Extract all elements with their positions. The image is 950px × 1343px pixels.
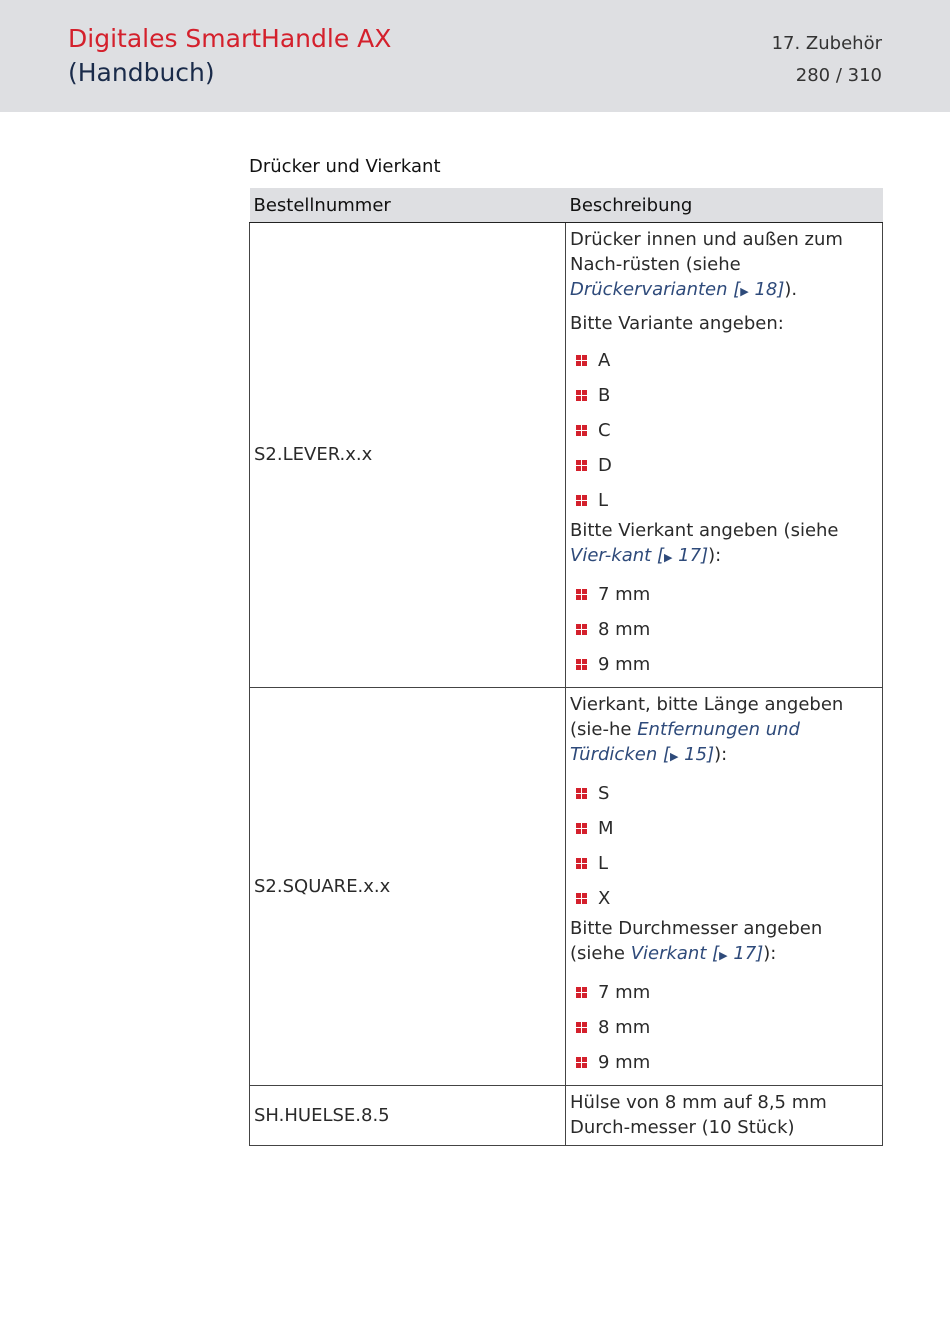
list-item-label: 8 mm [598,1017,651,1038]
list-item [570,975,878,1010]
list-item-label: 7 mm [598,982,651,1003]
variant-prompt: Bitte Variante angeben: [570,313,784,334]
reference-link-text: Drückervarianten [ [570,279,741,300]
prompt-text-end: ): [708,545,722,566]
list-item-label: B [598,385,611,406]
prompt-text: Bitte Durchmesser angeben (siehe [570,918,823,964]
list-item-label: D [598,455,612,476]
table-row [250,223,883,688]
order-number-cell: S2.SQUARE.x.x [250,688,566,1086]
diameter-prompt [570,916,878,968]
list-item [570,647,878,682]
red-square-bullet-icon [576,495,587,506]
red-square-bullet-icon [576,659,587,670]
description-intro [570,227,878,304]
reference-link[interactable] [570,279,784,300]
size-list [570,577,878,682]
table-row [250,688,883,1086]
variant-list [570,343,878,518]
accessory-table [249,188,883,1146]
order-number-cell: S2.LEVER.x.x [250,223,566,688]
red-square-bullet-icon [576,823,587,834]
description-cell [566,688,883,1086]
list-item-label: C [598,420,611,441]
column-header-description: Beschreibung [566,188,883,223]
reference-page: 18] [748,279,785,300]
list-item-label: 7 mm [598,584,651,605]
page-header [0,0,950,112]
triangle-right-icon: ▶ [740,285,749,298]
description-intro [570,692,878,769]
reference-link-text: Entfernungen und Türdicken [ [570,719,800,765]
reference-link[interactable] [631,943,764,964]
red-square-bullet-icon [576,355,587,366]
prompt-text-end: ): [763,943,777,964]
reference-link-text: Vier-kant [ [570,545,664,566]
diameter-list [570,975,878,1080]
order-number-cell: SH.HUELSE.8.5 [250,1086,566,1146]
triangle-right-icon: ▶ [663,551,673,564]
list-item-label: 9 mm [598,1052,651,1073]
list-item-label: L [598,853,609,874]
list-item [570,811,878,846]
red-square-bullet-icon [576,858,587,869]
square-prompt [570,518,878,570]
red-square-bullet-icon [576,390,587,401]
reference-page: 15] [678,744,715,765]
column-header-order-number: Bestellnummer [250,188,566,223]
prompt-text: Bitte Vierkant angeben (siehe [570,520,839,541]
triangle-right-icon: ▶ [719,949,728,962]
document-title-line2: (Handbuch) [68,58,215,87]
red-square-bullet-icon [576,788,587,799]
list-item-label: M [598,818,614,839]
reference-page: 17] [727,943,764,964]
list-item-label: L [598,490,609,511]
list-item [570,776,878,811]
triangle-right-icon: ▶ [669,750,679,763]
list-item [570,448,878,483]
reference-link-text: Vierkant [ [630,943,720,964]
list-item-label: A [598,350,611,371]
length-list [570,776,878,916]
list-item [570,612,878,647]
list-item [570,413,878,448]
list-item-label: X [598,888,611,909]
red-square-bullet-icon [576,1022,587,1033]
list-item-label: 9 mm [598,654,651,675]
description-cell: Hülse von 8 mm auf 8,5 mm Durch-messer (10 Stück) [566,1086,883,1146]
list-item [570,483,878,518]
intro-text-end: ): [714,744,728,765]
document-title-line1: Digitales SmartHandle AX [68,24,392,53]
red-square-bullet-icon [576,589,587,600]
chapter-name: 17. Zubehör [771,33,882,54]
chapter-info [772,28,882,92]
table-header-row [250,188,883,223]
document-title [68,22,391,90]
list-item [570,378,878,413]
list-item-label: S [598,783,610,804]
list-item [570,1010,878,1045]
red-square-bullet-icon [576,893,587,904]
description-cell [566,223,883,688]
red-square-bullet-icon [576,987,587,998]
list-item [570,1045,878,1080]
list-item [570,343,878,378]
section-title: Drücker und Vierkant [249,156,441,177]
intro-text: Vierkant, bitte Länge angeben (sie-he [570,694,844,740]
intro-text: Drücker innen und außen zum Nach-rüsten (siehe [570,229,843,275]
list-item [570,881,878,916]
red-square-bullet-icon [576,1057,587,1068]
reference-page: 17] [672,545,709,566]
intro-text-end: ). [784,279,798,300]
reference-link[interactable] [570,545,708,566]
red-square-bullet-icon [576,624,587,635]
red-square-bullet-icon [576,425,587,436]
red-square-bullet-icon [576,460,587,471]
list-item-label: 8 mm [598,619,651,640]
page-number: 280 / 310 [795,65,882,86]
list-item [570,846,878,881]
list-item [570,577,878,612]
table-row [250,1086,883,1146]
